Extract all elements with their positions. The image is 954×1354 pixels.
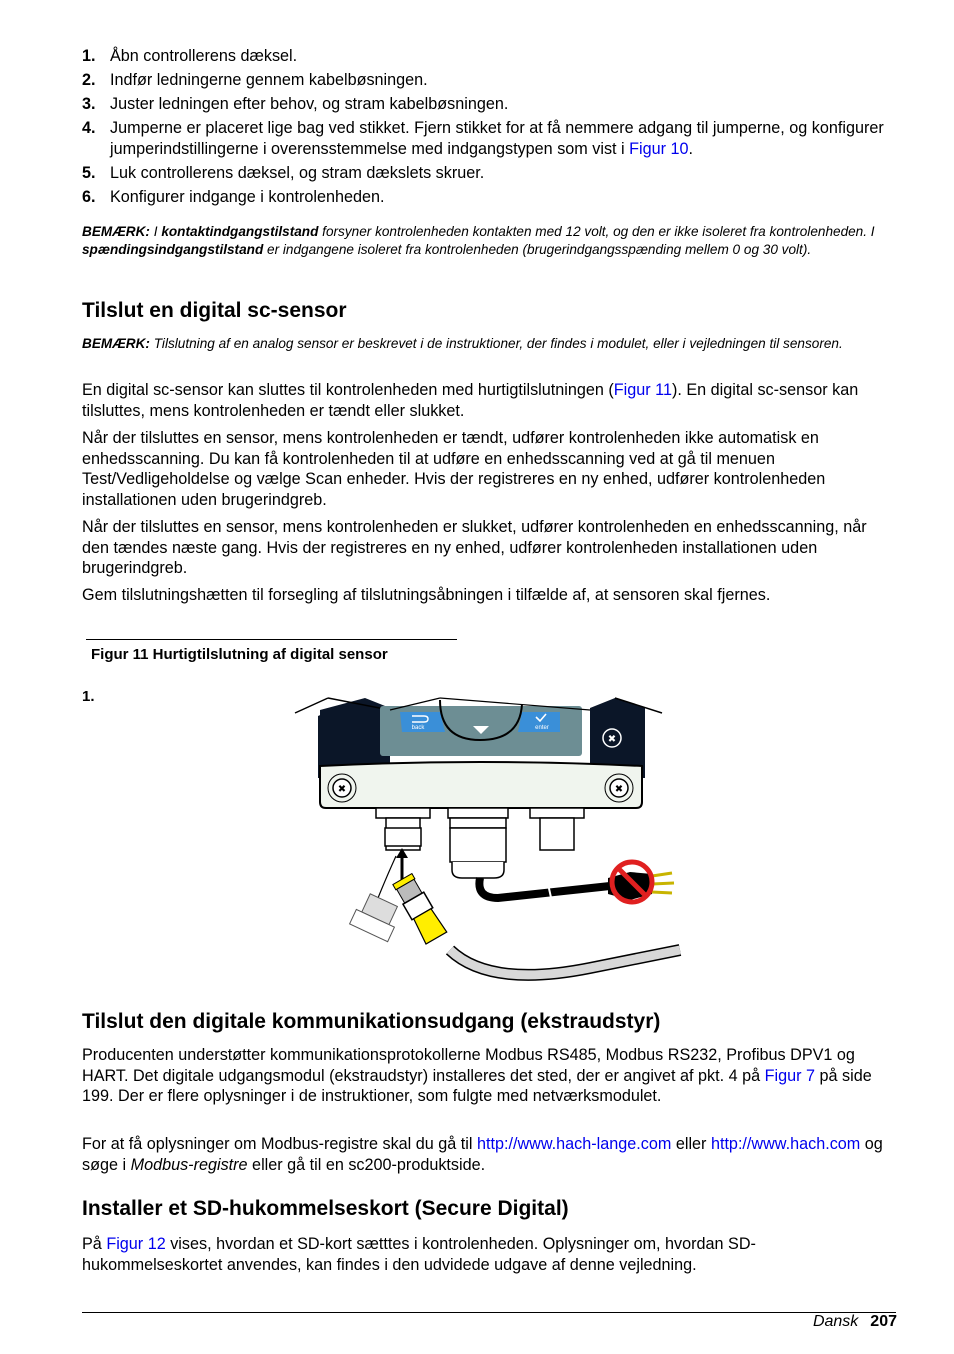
svg-text:back: back [411,725,425,731]
paragraph-powered-on: Når der tilsluttes en sensor, mens kontrolenheden er tændt, udfører kontrolenheden ikke automatisk en enhedsscanning. Du kan få kontrolenheden til at udføre en enhedsscanning ved at gå til menuen Test/Vedligeholdelse og vælge Scan enheder. Hvis der registreres en ny enhed, udfører kontrolenheden installationen uden brugerindgreb. [82,429,826,509]
aux-port-icon [530,808,584,818]
heading-digital-output: Tilslut den digitale kommunikationsudgang (ekstraudstyr) [82,1010,661,1033]
figur-7-link[interactable]: Figur 7 [764,1066,816,1085]
figure-caption: Figur 11 Hurtigtilslutning af digital sensor [91,646,388,663]
step-5: 5. Luk controllerens dæksel, og stram dækslets skruer. [82,164,485,182]
sensor-connection-illustration [290,688,690,988]
paragraph-quick-connect: En digital sc-sensor kan sluttes til kontrolenheden med hurtigtilslutningen (Figur 11). En digital sc-sensor kan tilsluttes, mens kontrolenheden er tændt eller slukket. [82,381,859,420]
svg-text:✖: ✖ [607,734,617,745]
hach-link[interactable]: http://www.hach.com [710,1135,861,1153]
figur-11-link[interactable]: Figur 11 [613,381,672,399]
remove-cap-arrow-icon [378,856,396,898]
paragraph-modbus-registers: For at få oplysninger om Modbus-registre skal du gå til http://www.hach-lange.com eller http://www.hach.com og søge i Modbus-registre eller gå til en sc200-produktside. [82,1135,883,1174]
paragraph-sd-card: På Figur 12 vises, hvordan et SD-kort sætttes i kontrolenheden. Oplysninger om, hvordan SD-hukommelseskortet anvendes, kan findes i den udvidede udgave af denne vejledning. [82,1235,756,1274]
svg-text:✖: ✖ [337,784,347,795]
figur-10-link[interactable]: Figur 10 [629,140,689,158]
svg-text:enter: enter [535,725,549,731]
paragraph-powered-off: Når der tilsluttes en sensor, mens kontrolenheden er slukket, udfører kontrolenheden en enhedsscanning, når den tændes næste gang. Hvis der registreres en ny enhed, udfører kontrolenheden installationen uden brugerindgreb. [82,518,867,578]
step-4: 4. Jumperne er placeret lige bag ved stikket. Fjern stikket for at få nemmere adgang til jumperne, og konfigurer jumperindstillingerne i overensstemmelse med indgangstypen som vist i Figur 10. [82,119,884,158]
step-2: 2. Indfør ledningerne gennem kabelbøsningen. [82,71,428,89]
heading-digital-sensor: Tilslut en digital sc-sensor [82,299,347,322]
hach-lange-link[interactable]: http://www.hach-lange.com [476,1135,672,1153]
footer-language: Dansk [812,1313,859,1330]
note-input-modes: BEMÆRK: I kontaktindgangstilstand forsyner kontrolenheden kontakten med 12 volt, og den er ikke isoleret fra kontrolenheden. I spændingsindgangstilstand er indgangene isoleret fra kontrolenheden (brugerindgangsspænding mellem 0 og 30 volt). [82,224,875,257]
step-1: 1. Åbn controllerens dæksel. [82,47,298,65]
page-footer [813,1312,897,1332]
figur-12-link[interactable]: Figur 12 [106,1235,166,1253]
sensor-port-icon [376,808,430,818]
housing-lower-body-icon [320,762,642,808]
power-cable-icon [479,878,610,898]
page-number: 207 [870,1313,897,1330]
figure-step-number: 1. [82,688,95,705]
power-gland-icon [448,808,508,818]
paragraph-protocols: Producenten understøtter kommunikationsprotokollerne Modbus RS485, Modbus RS232, Profibus DPV1 og HART. Det digitale udgangsmodul (ekstraudstyr) installeres det sted, der er angivet af pkt. 4 på Figur 7 på side 199. Der er flere oplysninger i de instruktioner, som fulgte med netværksmodulet. [82,1046,872,1106]
paragraph-connector-cap: Gem tilslutningshætten til forsegling af tilslutningsåbningen i tilfælde af, at sensoren skal fjernes. [82,586,771,604]
heading-sd-card: Installer et SD-hukommelseskort (Secure Digital) [82,1197,569,1220]
footer-rule [82,1312,896,1313]
connector-cap-icon [350,891,403,941]
step-3: 3. Juster ledningen efter behov, og stram kabelbøsningen. [82,95,509,113]
step-6: 6. Konfigurer indgange i kontrolenheden. [82,188,385,206]
svg-text:✖: ✖ [614,784,624,795]
installation-steps [82,46,902,211]
sensor-connector-icon [392,873,447,944]
note-analog-sensor: BEMÆRK: Tilslutning af en analog sensor er beskrevet i de instruktioner, der findes i modulet, eller i vejledningen til sensoren. [82,336,843,351]
figure-rule [86,639,457,640]
